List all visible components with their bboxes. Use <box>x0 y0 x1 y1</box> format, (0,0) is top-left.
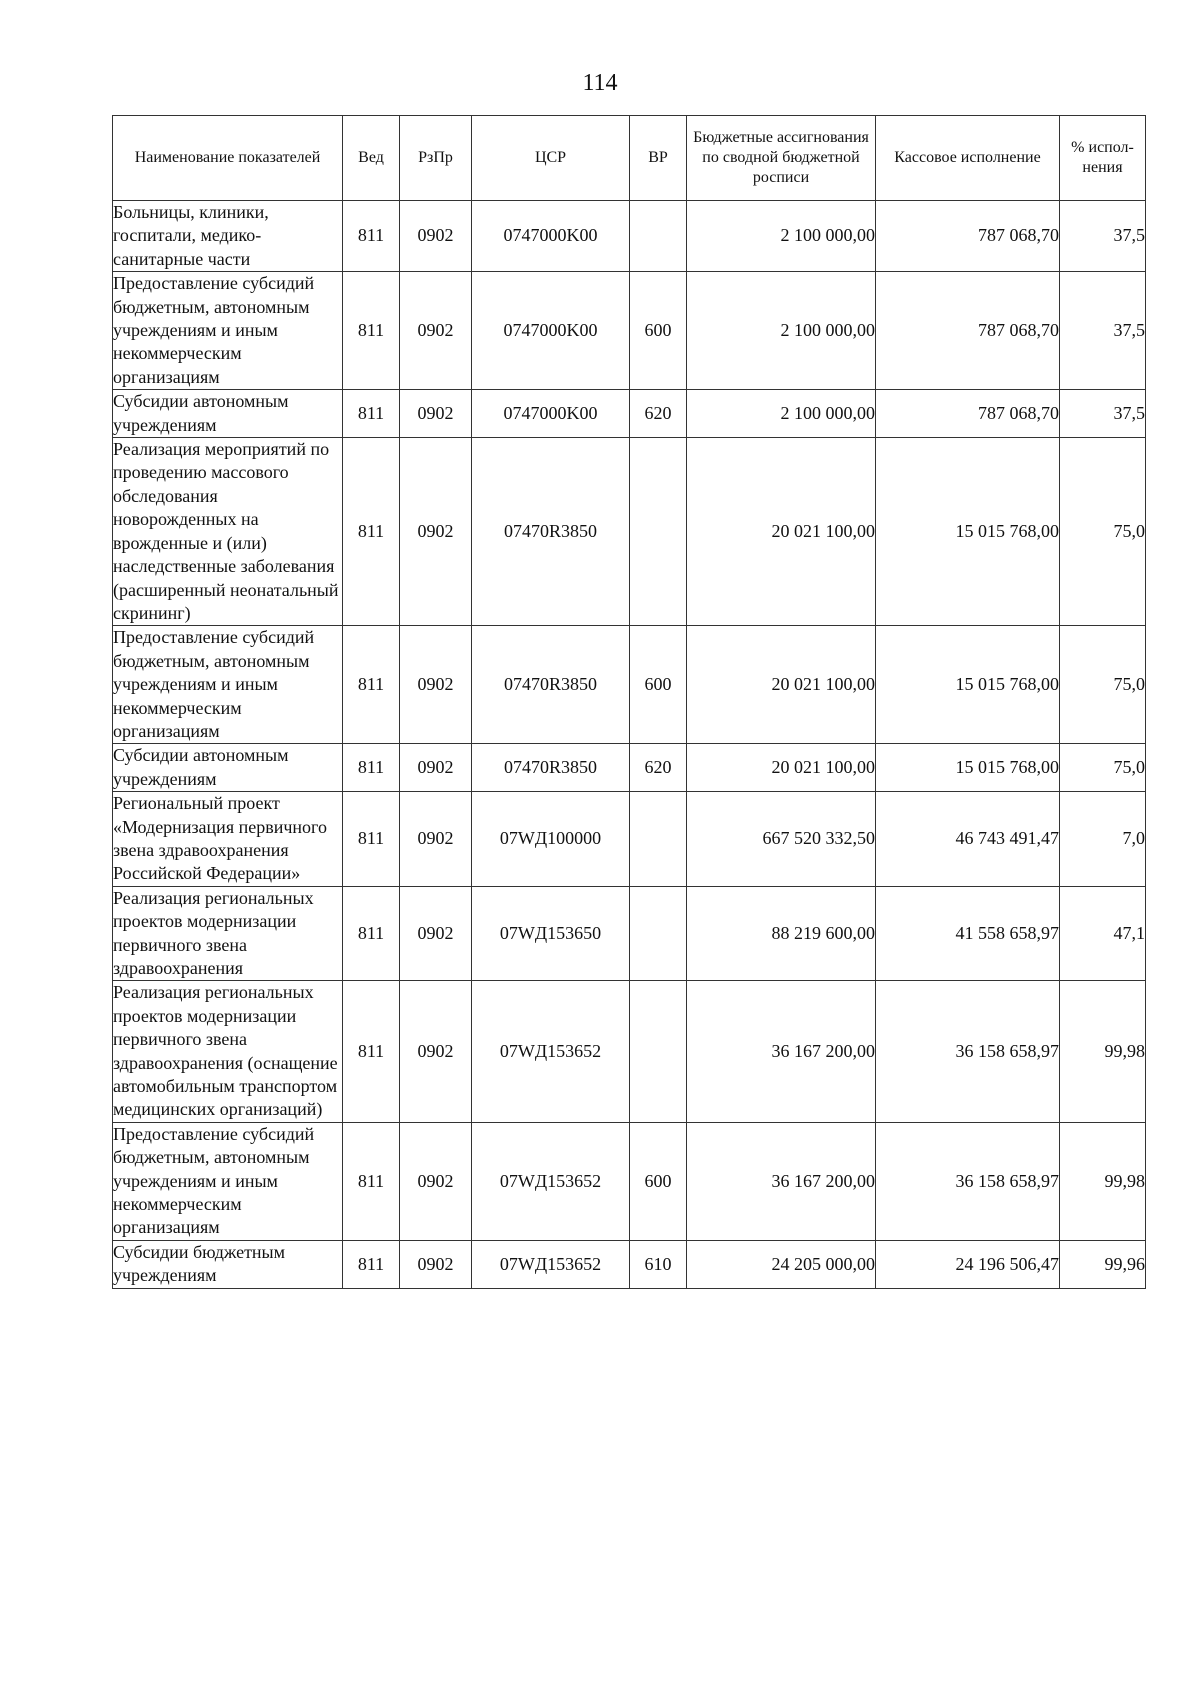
cell-csr: 07WД153652 <box>472 1122 630 1240</box>
cell-rzpr: 0902 <box>400 390 472 438</box>
table-row <box>113 1240 1146 1288</box>
cell-vr <box>630 438 687 626</box>
cell-rzpr: 0902 <box>400 272 472 390</box>
cell-budget: 20 021 100,00 <box>687 626 876 744</box>
cell-pct: 37,5 <box>1060 390 1146 438</box>
page-number: 114 <box>582 70 618 96</box>
cell-cash: 36 158 658,97 <box>876 1122 1060 1240</box>
cell-csr: 0747000K00 <box>472 201 630 272</box>
cell-budget: 88 219 600,00 <box>687 886 876 981</box>
cell-budget: 2 100 000,00 <box>687 390 876 438</box>
header-pct: % испол-нения <box>1060 116 1146 201</box>
cell-rzpr: 0902 <box>400 792 472 887</box>
table-row <box>113 390 1146 438</box>
cell-rzpr: 0902 <box>400 1240 472 1288</box>
cell-name: Субсидии автономным учреждениям <box>113 744 343 792</box>
cell-pct: 99,98 <box>1060 1122 1146 1240</box>
cell-ved: 811 <box>343 626 400 744</box>
header-vr: ВР <box>630 116 687 201</box>
cell-vr <box>630 981 687 1122</box>
cell-rzpr: 0902 <box>400 201 472 272</box>
cell-name: Субсидии бюджетным учреждениям <box>113 1240 343 1288</box>
table-row <box>113 792 1146 887</box>
cell-cash: 15 015 768,00 <box>876 438 1060 626</box>
cell-budget: 2 100 000,00 <box>687 272 876 390</box>
header-rzpr: РзПр <box>400 116 472 201</box>
cell-rzpr: 0902 <box>400 1122 472 1240</box>
table-row <box>113 886 1146 981</box>
cell-budget: 36 167 200,00 <box>687 1122 876 1240</box>
cell-pct: 7,0 <box>1060 792 1146 887</box>
cell-budget: 24 205 000,00 <box>687 1240 876 1288</box>
cell-rzpr: 0902 <box>400 438 472 626</box>
cell-name: Предоставление субсидий бюджетным, автономным учреждениям и иным некоммерческим организациям <box>113 272 343 390</box>
table-row <box>113 272 1146 390</box>
cell-ved: 811 <box>343 744 400 792</box>
cell-vr <box>630 886 687 981</box>
header-cash: Кассовое исполнение <box>876 116 1060 201</box>
cell-pct: 99,98 <box>1060 981 1146 1122</box>
cell-vr: 600 <box>630 1122 687 1240</box>
cell-ved: 811 <box>343 390 400 438</box>
cell-csr: 07470R3850 <box>472 438 630 626</box>
table-row <box>113 201 1146 272</box>
cell-cash: 36 158 658,97 <box>876 981 1060 1122</box>
cell-csr: 07WД153652 <box>472 981 630 1122</box>
cell-vr: 600 <box>630 626 687 744</box>
cell-pct: 75,0 <box>1060 438 1146 626</box>
cell-rzpr: 0902 <box>400 744 472 792</box>
cell-name: Предоставление субсидий бюджетным, автономным учреждениям и иным некоммерческим организациям <box>113 1122 343 1240</box>
cell-cash: 41 558 658,97 <box>876 886 1060 981</box>
budget-execution-table <box>112 115 1146 1289</box>
cell-pct: 99,96 <box>1060 1240 1146 1288</box>
table-header-row <box>113 116 1146 201</box>
cell-csr: 07WД153650 <box>472 886 630 981</box>
header-ved: Вед <box>343 116 400 201</box>
cell-csr: 07WД100000 <box>472 792 630 887</box>
cell-ved: 811 <box>343 981 400 1122</box>
cell-name: Реализация региональных проектов модернизации первичного звена здравоохранения (оснащение автомобильным транспортом медицинских организаций) <box>113 981 343 1122</box>
cell-ved: 811 <box>343 272 400 390</box>
header-name: Наименование показателей <box>113 116 343 201</box>
cell-vr: 620 <box>630 744 687 792</box>
cell-cash: 15 015 768,00 <box>876 626 1060 744</box>
cell-rzpr: 0902 <box>400 626 472 744</box>
cell-vr: 610 <box>630 1240 687 1288</box>
cell-cash: 24 196 506,47 <box>876 1240 1060 1288</box>
cell-budget: 20 021 100,00 <box>687 438 876 626</box>
cell-ved: 811 <box>343 792 400 887</box>
cell-pct: 37,5 <box>1060 201 1146 272</box>
cell-csr: 07WД153652 <box>472 1240 630 1288</box>
cell-name: Реализация региональных проектов модернизации первичного звена здравоохранения <box>113 886 343 981</box>
cell-name: Предоставление субсидий бюджетным, автономным учреждениям и иным некоммерческим организациям <box>113 626 343 744</box>
table-row <box>113 744 1146 792</box>
cell-ved: 811 <box>343 201 400 272</box>
cell-pct: 37,5 <box>1060 272 1146 390</box>
cell-name: Региональный проект «Модернизация первичного звена здравоохранения Российской Федерации» <box>113 792 343 887</box>
cell-name: Субсидии автономным учреждениям <box>113 390 343 438</box>
cell-name: Больницы, клиники, госпитали, медико-санитарные части <box>113 201 343 272</box>
cell-vr: 620 <box>630 390 687 438</box>
cell-cash: 787 068,70 <box>876 390 1060 438</box>
cell-vr <box>630 792 687 887</box>
cell-cash: 787 068,70 <box>876 201 1060 272</box>
cell-vr <box>630 201 687 272</box>
table-row <box>113 981 1146 1122</box>
cell-csr: 0747000K00 <box>472 272 630 390</box>
cell-ved: 811 <box>343 1122 400 1240</box>
cell-budget: 667 520 332,50 <box>687 792 876 887</box>
cell-rzpr: 0902 <box>400 886 472 981</box>
cell-csr: 07470R3850 <box>472 626 630 744</box>
cell-cash: 46 743 491,47 <box>876 792 1060 887</box>
cell-ved: 811 <box>343 886 400 981</box>
cell-pct: 47,1 <box>1060 886 1146 981</box>
cell-name: Реализация мероприятий по проведению массового обследования новорожденных на врожденные и (или) наследственные заболевания (расширенный неонатальный скрининг) <box>113 438 343 626</box>
cell-cash: 15 015 768,00 <box>876 744 1060 792</box>
cell-ved: 811 <box>343 1240 400 1288</box>
header-csr: ЦСР <box>472 116 630 201</box>
cell-ved: 811 <box>343 438 400 626</box>
cell-pct: 75,0 <box>1060 626 1146 744</box>
cell-budget: 36 167 200,00 <box>687 981 876 1122</box>
table-row <box>113 1122 1146 1240</box>
table-row <box>113 626 1146 744</box>
header-budget: Бюджетные ассигнования по сводной бюджетной росписи <box>687 116 876 201</box>
cell-budget: 2 100 000,00 <box>687 201 876 272</box>
cell-pct: 75,0 <box>1060 744 1146 792</box>
cell-vr: 600 <box>630 272 687 390</box>
cell-rzpr: 0902 <box>400 981 472 1122</box>
cell-csr: 07470R3850 <box>472 744 630 792</box>
cell-cash: 787 068,70 <box>876 272 1060 390</box>
cell-csr: 0747000K00 <box>472 390 630 438</box>
table-row <box>113 438 1146 626</box>
cell-budget: 20 021 100,00 <box>687 744 876 792</box>
